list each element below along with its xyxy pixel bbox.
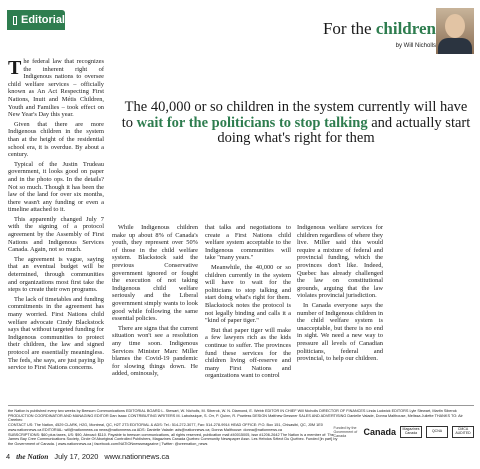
page-footer — [6, 452, 474, 461]
paragraph — [8, 58, 104, 119]
article-column-2 — [112, 224, 198, 380]
masthead-contact: CONTACT US: The Nation, 4529 CLARK, H2G, Montreal, QC, H2T 2T3 EDITORIAL & ADS: Tel.: 514-272-3077, Fax: 514-278-9914 HEAD OFFICE: P.O. Box 151, Chisasibi, QC, J0M 1E0 www.nationnews.ca EDITORIAL: will@nationnews.ca news@nationnews.ca ADS: Danielle Valade: ads@nationnews.ca; Donna Malthouse: donna@nationnews.ca — [8, 423, 323, 432]
cmca-logo: CMCA AUDITED — [452, 426, 474, 438]
headline — [296, 20, 436, 38]
paragraph: Meanwhile, the 40,000 or so children currently in the system will have to wait for the politicians to stop talking and start doing what's right for them. Blackstock notes the protocol is not legally binding and calls it a "kind of paper tiger." — [205, 263, 291, 325]
pull-quote-after: and actually start doing what's right for them — [217, 114, 471, 146]
magazines-canada-logo: Magazines Canada — [400, 426, 422, 438]
headline-prefix: For the — [322, 19, 376, 38]
author-face — [445, 14, 465, 38]
author-shirt — [438, 38, 472, 54]
drop-cap: T — [8, 57, 22, 79]
issue-date: July 17, 2020 — [54, 452, 99, 461]
paragraph: In Canada everyone says the number of Indigenous children in the child welfare system is unacceptable, but there is no end in sight. We need a new way to pressure all levels of Canadian politicians, federal and provincial, to help our children. — [297, 301, 383, 363]
paragraph: But that paper tiger will make a few lawyers rich as the kids continue to suffer. The provinces fund these services for the children living off-reserve and many First Nations and organizations want to control — [205, 326, 291, 380]
pull-quote — [118, 100, 474, 147]
funded-by-text: Funded by the Government of Canada — [333, 426, 358, 438]
paragraph-text: he federal law that recognizes the inherent right of Indigenous nations to oversee child welfare services – officially known as An Act Respecting First Nations, Inuit and Métis Children, Youth and Families – took effect on New Year's Day this year. — [8, 58, 104, 119]
sponsor-logos — [333, 426, 474, 438]
author-photo — [436, 8, 474, 54]
masthead-staff: the Nation is published every two weeks by Beesum Communications EDITORIAL BOARD L. Stewart, W. Nicholls, M. Siberok, W. N. Diamond, E. Webb EDITOR IN CHIEF Will Nicholls DIRECTOR OF FINANCES Linda Ludwick EDITORS Lyle Stewart, Martin Siberok PRODUCTION COORDINATOR AND MANAGING EDITOR Dan Isaac CONTRIBUTING WRITERS M. Laboissique, S. Orr, P. Quinn, R. Powless DESIGN Matthew Dessner SALES AND ADVERTISING Danielle Valade, Donna Malthouse, Melissa Juliette THANKS TO: Air Creebec — [8, 409, 463, 423]
pull-quote-highlight: wait for the politicians to stop talking — [136, 114, 368, 131]
article-column-3 — [205, 224, 291, 382]
pull-quote-before: The 40,000 or so children in the system currently will have to — [121, 99, 468, 131]
article-column-1 — [8, 58, 104, 374]
article-column-4 — [297, 224, 383, 365]
paragraph: Given that there are more Indigenous children in the system than at the height of the residential school era, it is overdue. By about a century. — [8, 120, 104, 159]
byline: by Will Nicholls — [395, 43, 436, 49]
masthead-subscriptions: SUBSCRIPTIONS: $60 plus taxes, US: $90, Abroad: $110. Payable to beesum communications, all rights reserved, publication mail #40015005, issn #1206-2642 The Nation is a member of: The James Bay Cree Communications Society, Circle Of Aboriginal Controlled Publishers, Magazines Canada Quebec Community Newspaper Assn. Les Hebdos Sélect Du Québec. Funded [in part] by the Government of Canada. | www.nationnews.ca | facebook.com/NATIONnewsmagazine | Twitter: @creenation_news — [8, 432, 338, 446]
paragraph: This apparently changed July 7 with the signing of a protocol agreement by the Assembly of First Nations and Indigenous Services Canada. Again, not so much. — [8, 215, 104, 254]
canada-wordmark: Canada — [363, 427, 396, 437]
section-tab-label: Editorial — [20, 14, 65, 26]
qcna-logo: QCNA — [426, 426, 448, 438]
paragraph: While Indigenous children make up about 8% of Canada's youth, they represent over 50% of those in the child welfare system. Blackstock said the previous Conservative government ignored or fought the execution of not taking Indigenous child welfare seriously and the Liberal government simply wants to look good while following the same essential policies. — [112, 224, 198, 323]
paragraph: There are signs that the current situation won't see a resolution any time soon. Indigenous Services Minister Marc Miller blames the Covid-19 pandemic for slowing things down. He added, ominously, — [112, 324, 198, 378]
paragraph: The lack of timetables and funding commitments in the agreement has many worried. First Nations child welfare advocate Cindy Blackstock says that without targeted funding for Indigenous communities to protect their children, the law and signed protocol are essentially meaningless. The feds, she says, are just paying lip service to First Nations concerns. — [8, 295, 104, 372]
editorial-icon — [13, 16, 17, 25]
paragraph: Typical of the Justin Trudeau government, it looks good on paper and in the photo ops. In the details? Not so much. Though it has been the law of the land for over six months, there wasn't any funding or even a timeline attached to it. — [8, 160, 104, 214]
page-number: 4 — [6, 452, 11, 461]
website-link[interactable]: www.nationnews.ca — [104, 452, 170, 461]
headline-highlight: children — [375, 19, 436, 38]
magazine-name: the Nation — [16, 452, 49, 461]
paragraph: The agreement is vague, saying that an eventual budget will be determined, through communities and organizations most first take the steps to create their own programs. — [8, 255, 104, 294]
paragraph: Indigenous welfare services for children regardless of where they live. Miller said this would require a mixture of federal and provincial funding, which the provinces don't like. Indeed, Quebec has already challenged the law on constitutional grounds, arguing that the law violates provincial jurisdiction. — [297, 224, 383, 300]
paragraph: that talks and negotiations to create a First Nations child welfare system acceptable to the Indigenous communities will take "many years." — [205, 224, 291, 262]
section-tab — [7, 10, 65, 30]
